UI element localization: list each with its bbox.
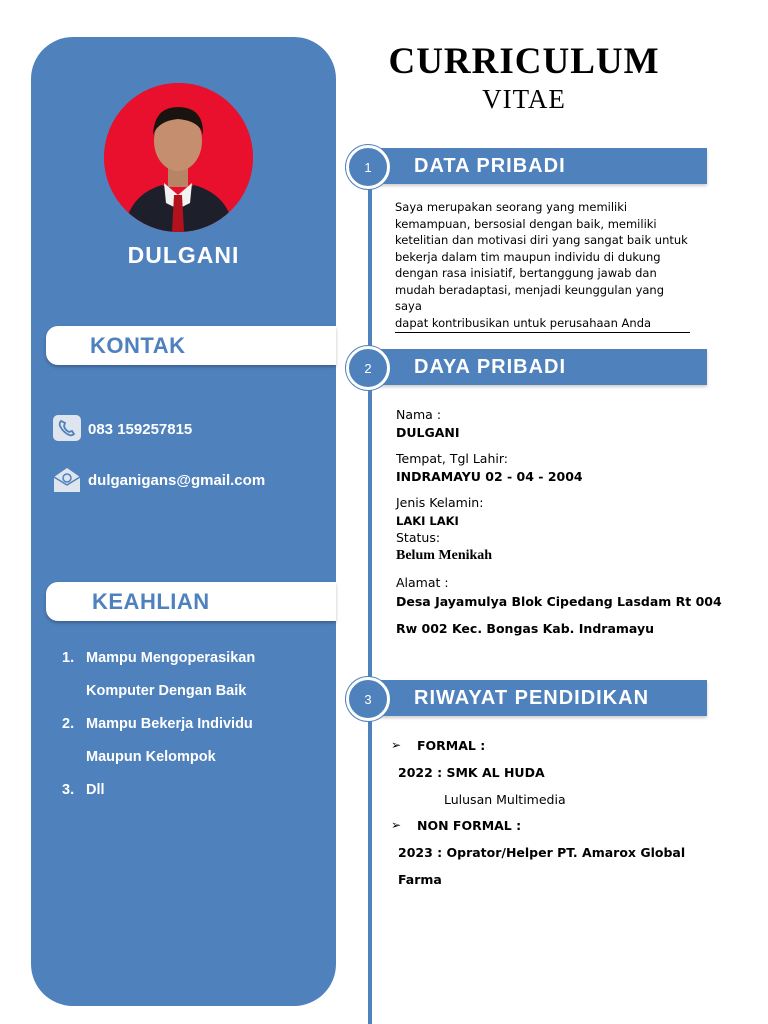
formal-detail: Lulusan Multimedia <box>444 792 566 807</box>
profile-photo <box>104 83 253 232</box>
nonformal-label: NON FORMAL : <box>417 818 522 833</box>
address-label: Alamat : <box>396 575 449 590</box>
nonformal-entry-2: Farma <box>398 872 442 887</box>
name-value: DULGANI <box>396 425 460 440</box>
section-number-badge: 2 <box>346 346 390 390</box>
person-avatar-icon <box>104 83 253 232</box>
section-title: RIWAYAT PENDIDIKAN <box>414 687 650 709</box>
formal-entry: 2022 : SMK AL HUDA <box>398 765 545 780</box>
list-item: 1. Mampu Mengoperasikan <box>62 650 256 666</box>
section-header-daya-pribadi <box>368 349 707 385</box>
phone-number[interactable]: 083 159257815 <box>88 420 193 438</box>
phone-icon <box>52 414 82 444</box>
status-value: Belum Menikah <box>396 548 493 563</box>
list-item: 3. Dll <box>62 782 105 798</box>
email-address[interactable]: dulganigans@gmail.com <box>88 471 266 489</box>
address-line-2: Rw 002 Kec. Bongas Kab. Indramayu <box>396 621 655 636</box>
contact-heading-banner <box>46 326 336 365</box>
birth-value: INDRAMAYU 02 - 04 - 2004 <box>396 469 583 484</box>
skills-list <box>62 642 332 807</box>
formal-label: FORMAL : <box>417 738 486 753</box>
section-header-riwayat-pendidikan <box>368 680 707 716</box>
section-header-data-pribadi <box>368 148 707 184</box>
skills-heading: KEAHLIAN <box>92 589 210 614</box>
list-item-continuation: Maupun Kelompok <box>86 749 216 765</box>
skills-heading-banner <box>46 582 336 621</box>
section-number-badge: 3 <box>346 677 390 721</box>
phone-row <box>52 414 192 444</box>
address-line-1: Desa Jayamulya Blok Cipedang Lasdam Rt 004 <box>396 594 722 609</box>
page-title: CURRICULUM <box>388 41 660 82</box>
gender-label: Jenis Kelamin: <box>396 495 484 510</box>
nonformal-entry: 2023 : Oprator/Helper PT. Amarox Global <box>398 845 686 860</box>
arrow-bullet-icon: ➢ <box>391 818 402 832</box>
status-label: Status: <box>396 530 441 545</box>
email-icon <box>52 465 82 495</box>
name-label: Nama : <box>396 407 442 422</box>
arrow-bullet-icon: ➢ <box>391 738 402 752</box>
list-item: 2. Mampu Bekerja Individu <box>62 716 253 732</box>
section-title: DATA PRIBADI <box>414 155 566 177</box>
birth-label: Tempat, Tgl Lahir: <box>396 451 508 466</box>
gender-value: LAKI LAKI <box>396 514 459 528</box>
section-title: DAYA PRIBADI <box>414 356 567 378</box>
about-text: Saya merupakan seorang yang memiliki kemampuan, bersosial dengan baik, memiliki ketelitian dan motivasi diri yang sangat baik untuk bekerja dalam tim maupun individu di dukung dengan rasa inisiatif, bertanggung jawab dan mudah beradaptasi, menjadi keunggulan yang saya dapat kontribusikan untuk perusahaan Anda <box>395 199 690 333</box>
section-number-badge: 1 <box>346 145 390 189</box>
contact-heading: KONTAK <box>90 333 186 358</box>
list-item-continuation: Komputer Dengan Baik <box>86 683 247 699</box>
email-row <box>52 465 265 495</box>
timeline-line <box>368 150 372 1024</box>
page-subtitle: VITAE <box>482 84 566 114</box>
profile-name: DULGANI <box>127 242 240 268</box>
